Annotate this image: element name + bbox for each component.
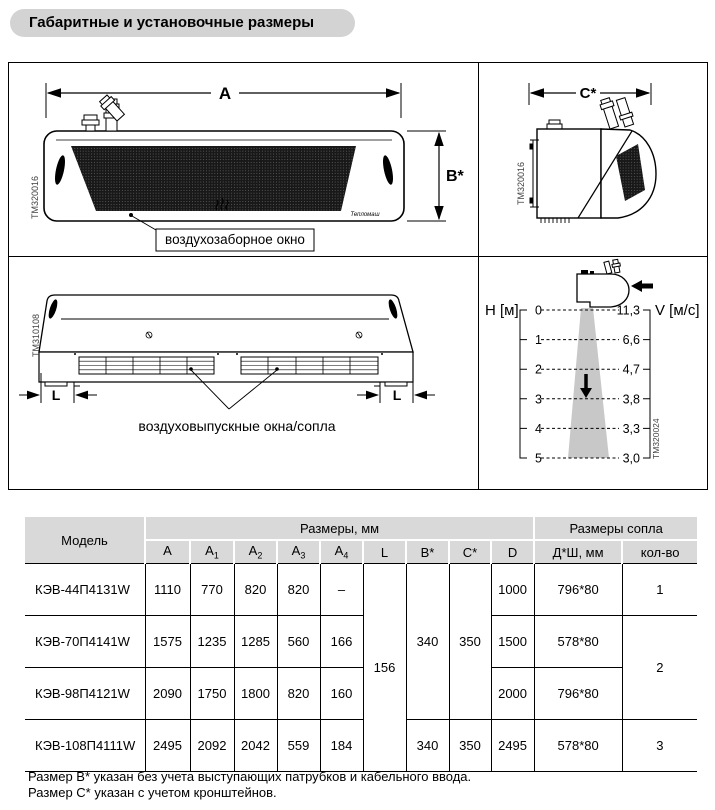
col-header-a: A: [145, 540, 190, 564]
unit-icon: [577, 259, 629, 307]
height-axis-label: H [м]: [485, 302, 519, 319]
dim-cell: 1110: [145, 564, 190, 616]
col-header-d: D: [491, 540, 534, 564]
dim-cell: 1235: [190, 616, 234, 668]
page-title-text: Габаритные и установочные размеры: [29, 14, 315, 31]
intake-callout-label: воздухозаборное окно: [165, 232, 305, 247]
dim-cell: 820: [277, 564, 320, 616]
height-ticks: [535, 304, 542, 466]
bottom-view-panel: [9, 257, 479, 489]
col-header-a2: $A_2$: [234, 540, 277, 564]
dim-b-label: B*: [446, 168, 464, 185]
nozzle-size-cell: 796*80: [534, 564, 622, 616]
drawing-code: TM320016: [516, 161, 526, 205]
model-cell: КЭВ-108П4111W: [25, 720, 145, 772]
nozzle-qty-cell-merged: 2: [622, 616, 697, 720]
dim-cell: 1575: [145, 616, 190, 668]
dim-cell: 1285: [234, 616, 277, 668]
table-row: [25, 720, 697, 772]
nozzle-qty-cell: 3: [622, 720, 697, 772]
dim-cell: 340: [406, 720, 449, 772]
col-header-nozzle-qty: кол-во: [622, 540, 697, 564]
dim-cell: 2495: [491, 720, 534, 772]
dim-cell: 2092: [190, 720, 234, 772]
dimensions-table: [25, 517, 697, 772]
height-tick: 5: [535, 451, 542, 466]
table-row: [25, 564, 697, 616]
model-cell: КЭВ-98П4121W: [25, 668, 145, 720]
model-cell: КЭВ-70П4141W: [25, 616, 145, 668]
dim-b-extension-lines: [407, 131, 446, 221]
dim-cell: 770: [190, 564, 234, 616]
table-row: [25, 668, 697, 720]
drawing-code: TM310108: [31, 313, 41, 357]
col-header-c: C*: [449, 540, 491, 564]
dim-cell: 1800: [234, 668, 277, 720]
right-foot: [385, 382, 407, 386]
dim-cell-l-merged: 156: [363, 564, 406, 772]
dim-cell: 820: [234, 564, 277, 616]
airflow-diagram: [479, 257, 706, 488]
model-cell: КЭВ-44П4131W: [25, 564, 145, 616]
unit-body: [537, 129, 601, 218]
col-header-a1: $A_1$: [190, 540, 234, 564]
dim-c-label: C*: [579, 85, 597, 102]
dim-cell: 820: [277, 668, 320, 720]
side-view-panel: [479, 63, 707, 257]
dim-cell: 350: [449, 720, 491, 772]
dim-cell: 560: [277, 616, 320, 668]
left-foot: [45, 382, 67, 386]
col-group-dimensions: Размеры, мм: [145, 517, 534, 540]
velocity-axis-label: V [м/с]: [655, 302, 700, 319]
height-tick: 0: [535, 303, 542, 318]
dim-cell-b-merged: 340: [406, 564, 449, 720]
page-title: [10, 9, 355, 37]
footnote-b: Размер В* указан без учета выступающих патрубков и кабельного ввода.: [28, 769, 472, 784]
dim-cell: 2000: [491, 668, 534, 720]
dim-l-left-label: L: [51, 387, 61, 403]
velocity-axis-bracket: [643, 310, 650, 458]
drawing-code: TM320016: [30, 175, 40, 219]
pipe-fittings: [82, 94, 126, 131]
dim-cell: –: [320, 564, 363, 616]
height-axis-bracket: [520, 310, 527, 458]
dim-cell: 559: [277, 720, 320, 772]
col-header-nozzle-size: Д*Ш, мм: [534, 540, 622, 564]
col-header-b: B*: [406, 540, 449, 564]
velocity-value: 3,0: [622, 451, 640, 466]
dim-l-right-label: L: [392, 387, 402, 403]
front-view-drawing: [9, 63, 478, 256]
inflow-arrow-icon: [631, 280, 653, 292]
bottom-serration: [541, 218, 569, 223]
dim-cell: 2090: [145, 668, 190, 720]
footnote-c: Размер С* указан с учетом кронштейнов.: [28, 785, 277, 800]
outlet-grille-left: [79, 357, 214, 374]
intake-grille: [71, 146, 356, 211]
velocity-value: 6,6: [622, 333, 640, 347]
velocity-values: [617, 304, 640, 466]
velocity-value: 3,8: [622, 392, 640, 407]
height-tick: 2: [535, 362, 542, 377]
bottom-view-drawing: [9, 257, 478, 488]
front-view-panel: [9, 63, 479, 257]
velocity-value: 3,3: [622, 421, 640, 436]
dim-cell: 166: [320, 616, 363, 668]
outlet-callout-label: воздуховыпускные окна/сопла: [138, 418, 336, 434]
table-row: [25, 616, 697, 668]
air-jet: [568, 308, 609, 458]
side-view-drawing: [479, 63, 706, 256]
dim-cell: 160: [320, 668, 363, 720]
airflow-diagram-panel: [479, 257, 707, 489]
footnotes: [28, 769, 471, 801]
unit-body: [39, 295, 413, 352]
dim-cell-c-merged: 350: [449, 564, 491, 720]
outlet-grille-right: [241, 357, 378, 374]
dim-cell: 2042: [234, 720, 277, 772]
dimension-figures: [8, 62, 708, 490]
col-header-l: L: [363, 540, 406, 564]
dim-cell: 1000: [491, 564, 534, 616]
height-tick: 4: [535, 421, 542, 436]
brand-logo: Тепломаш: [350, 212, 380, 218]
nozzle-size-cell: 578*80: [534, 720, 622, 772]
height-tick: 1: [535, 333, 542, 347]
dim-cell: 184: [320, 720, 363, 772]
dim-cell: 1750: [190, 668, 234, 720]
nozzle-qty-cell: 1: [622, 564, 697, 616]
col-group-nozzle: Размеры сопла: [534, 517, 697, 540]
col-header-a3: $A_3$: [277, 540, 320, 564]
col-header-a4: $A_4$: [320, 540, 363, 564]
nozzle-size-cell: 796*80: [534, 668, 622, 720]
velocity-value: 11,3: [616, 303, 640, 318]
dim-cell: 2495: [145, 720, 190, 772]
col-header-model: Модель: [25, 517, 145, 564]
drawing-code: TM320024: [651, 418, 661, 459]
velocity-value: 4,7: [622, 362, 640, 377]
dim-cell: 1500: [491, 616, 534, 668]
nozzle-size-cell: 578*80: [534, 616, 622, 668]
dim-a-label: A: [218, 84, 232, 103]
height-tick: 3: [535, 392, 542, 407]
